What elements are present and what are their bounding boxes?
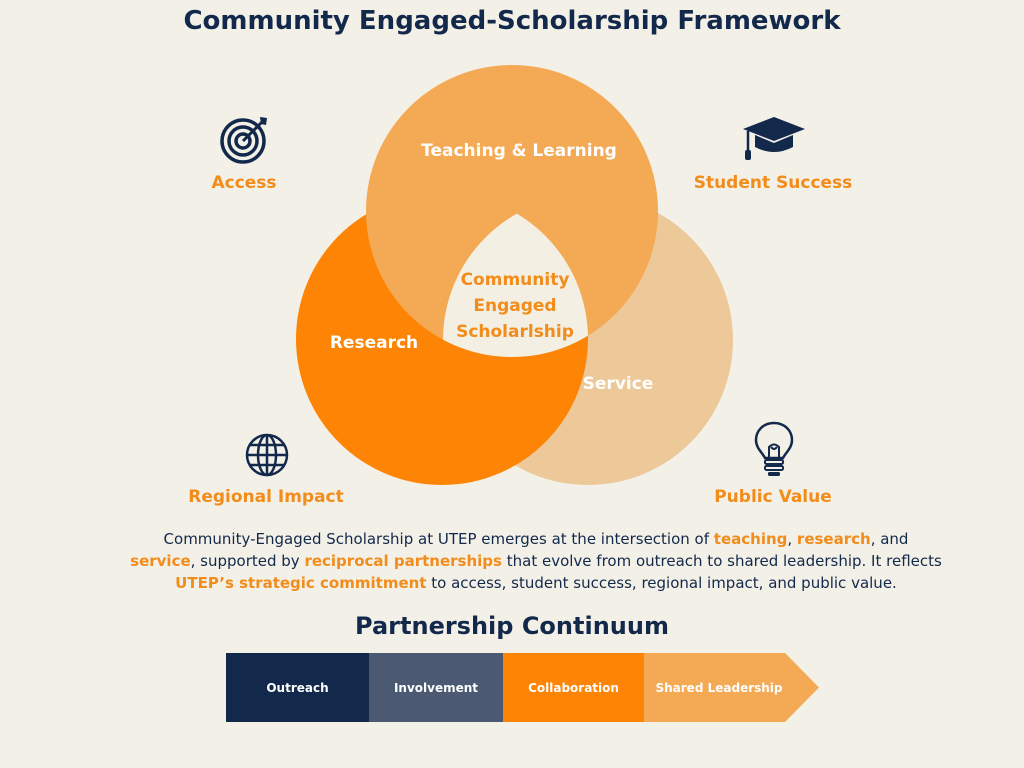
- description-text: Community-Engaged Scholarship at UTEP emerges at the intersection of: [163, 530, 714, 548]
- center-label-line2: Engaged: [473, 296, 557, 316]
- description-text: , supported by: [190, 552, 305, 570]
- partnership-continuum-arrow: [226, 653, 819, 722]
- stage-shared-leadership: Shared Leadership: [655, 680, 783, 695]
- highlight-teaching: teaching: [713, 530, 788, 548]
- description-text: that evolve from outreach to shared leadership. It reflects: [501, 552, 942, 570]
- continuum-title: Partnership Continuum: [355, 612, 669, 640]
- student-success-label: Student Success: [693, 173, 853, 193]
- access-label: Access: [211, 173, 277, 193]
- highlight-service: service: [130, 552, 191, 570]
- highlight-research: research: [796, 530, 871, 548]
- lightbulb-icon: [752, 420, 796, 478]
- highlight-strategic-commitment: UTEP’s strategic commitment: [175, 574, 427, 592]
- description-text: to access, student success, regional impact, and public value.: [426, 574, 897, 592]
- globe-icon: [244, 432, 290, 478]
- center-label-line1: Community: [460, 270, 570, 290]
- highlight-reciprocal-partnerships: reciprocal partnerships: [304, 552, 502, 570]
- public-value-label: Public Value: [714, 487, 832, 507]
- service-label: Service: [582, 374, 654, 394]
- stage-outreach: Outreach: [266, 680, 329, 695]
- description-paragraph: [130, 528, 942, 594]
- description-text: , and: [870, 530, 909, 548]
- stage-involvement: Involvement: [393, 680, 479, 695]
- research-label: Research: [329, 333, 419, 353]
- target-icon: [220, 115, 270, 165]
- graduation-cap-icon: [741, 115, 807, 163]
- stage-collaboration: Collaboration: [528, 680, 619, 695]
- center-label-line3: Scholarlship: [456, 322, 574, 342]
- teaching-label: Teaching & Learning: [421, 141, 617, 161]
- page-title: Community Engaged-Scholarship Framework: [183, 6, 841, 36]
- regional-impact-label: Regional Impact: [188, 487, 344, 507]
- description-text: ,: [787, 530, 797, 548]
